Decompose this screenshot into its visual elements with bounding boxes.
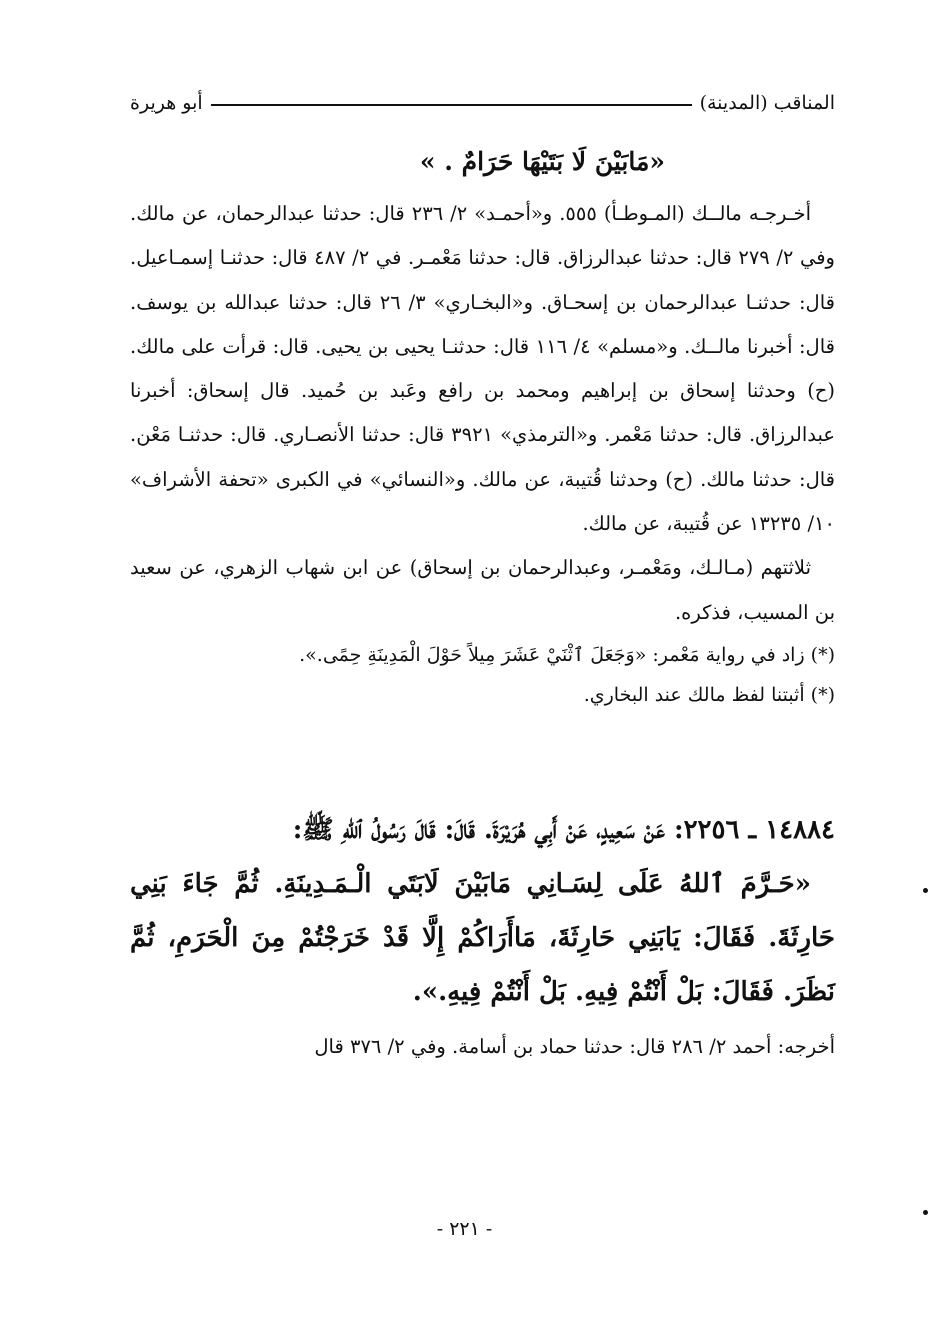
footnote-1: (*) زاد في رواية مَعْمر: «وَجَعَلَ ٱثْنَيْ عَشَرَ مِيلاً حَوْلَ الْمَدِينَةِ حِمًى.». <box>299 643 835 666</box>
hadith-quote-end: «مَابَيْنَ لَا بَتَيْهَا حَرَامٌ . » <box>419 147 665 176</box>
footnote-2: (*) أثبتنا لفظ مالك عند البخاري. <box>583 683 835 706</box>
header-chapter: المناقب (المدينة) <box>699 92 835 114</box>
hadith-heading: ١٤٨٨٤ ـ ٢٢٥٦: عَنْ سَعِيدٍ، عَنْ أَبِي هُرَيْرَةَ. قَالَ: قَالَ رَسُولُ ٱللهِ ﷺ: <box>292 814 835 845</box>
takhrij-paragraph-2: أخرجه: أحمد ٢/ ٢٨٦ قال: حدثنا حماد بن أسامة. وفي ٢/ ٣٧٦ قال <box>314 1034 835 1058</box>
takhrij-paragraph: أخـرجـه مالــك (المـوطـأ) ٥٥٥. و«أحمـد» ٢/ ٢٣٦ قال: حدثنا عبدالرحمان، عن مالك. وفي ٢/ ٢٧٩ قال: حدثنا عبدالرزاق. قال: حدثنا مَعْمـر. في ٢/ ٤٨٧ قال: حدثنـا إسمـاعيل. قال: حدثنـا عبدالرحمان بن إسحـاق. و«البخـاري» ٣/ ٢٦ قال: حدثنا عبدالله بن يوسف. قال: أخبرنا مالــك. و«مسلم» ٤/ ١١٦ قال: حدثنـا يحيى بن يحيى. قال: قرأت على مالك. (ح) وحدثنا إسحاق بن إبراهيم ومحمد بن رافع وعَبد بن حُميد. قال إسحاق: أخبرنا عبدالرزاق. قال: حدثنا مَعْمر. و«الترمذي» ٣٩٢١ قال: حدثنا الأنصـاري. قال: حدثنـا مَعْن. قال: حدثنا مالك. (ح) وحدثنا قُتيبة، عن مالك. و«النسائي» في الكبرى «تحفة الأشراف» ١٠/ ١٣٢٣٥ عن قُتيبة، عن مالك. <box>130 202 835 536</box>
running-header <box>130 80 835 114</box>
page-number: - ٢٢١ - <box>436 1218 493 1240</box>
header-rule <box>211 104 692 106</box>
takhrij-chain-paragraph: ثلاثتهم (مـالـك، ومَعْمـر، وعبدالرحمان بن إسحاق) عن ابن شهاب الزهري، عن سعيد بن المسيب، فذكره. <box>130 556 835 624</box>
hadith-text: «حَـرَّمَ ٱللهُ عَلَى لِسَـانِي مَابَيْنَ لَابَتَي الْـمَـدِينَةِ. ثُمَّ جَاءَ بَنِي حَارِثَةَ. فَقَالَ: يَابَنِي حَارِثَةَ، مَاأَرَاكُمْ إِلَّا قَدْ خَرَجْتُمْ مِنَ الْحَرَمِ، ثُمَّ نَظَرَ. فَقَالَ: بَلْ أَنْتُمْ فِيهِ. بَلْ أَنْتُمْ فِيهِ.». <box>130 868 835 1007</box>
document-page <box>130 80 835 1069</box>
header-narrator: أبو هريرة <box>130 92 203 114</box>
margin-mark <box>923 888 928 893</box>
margin-mark <box>923 1210 928 1215</box>
